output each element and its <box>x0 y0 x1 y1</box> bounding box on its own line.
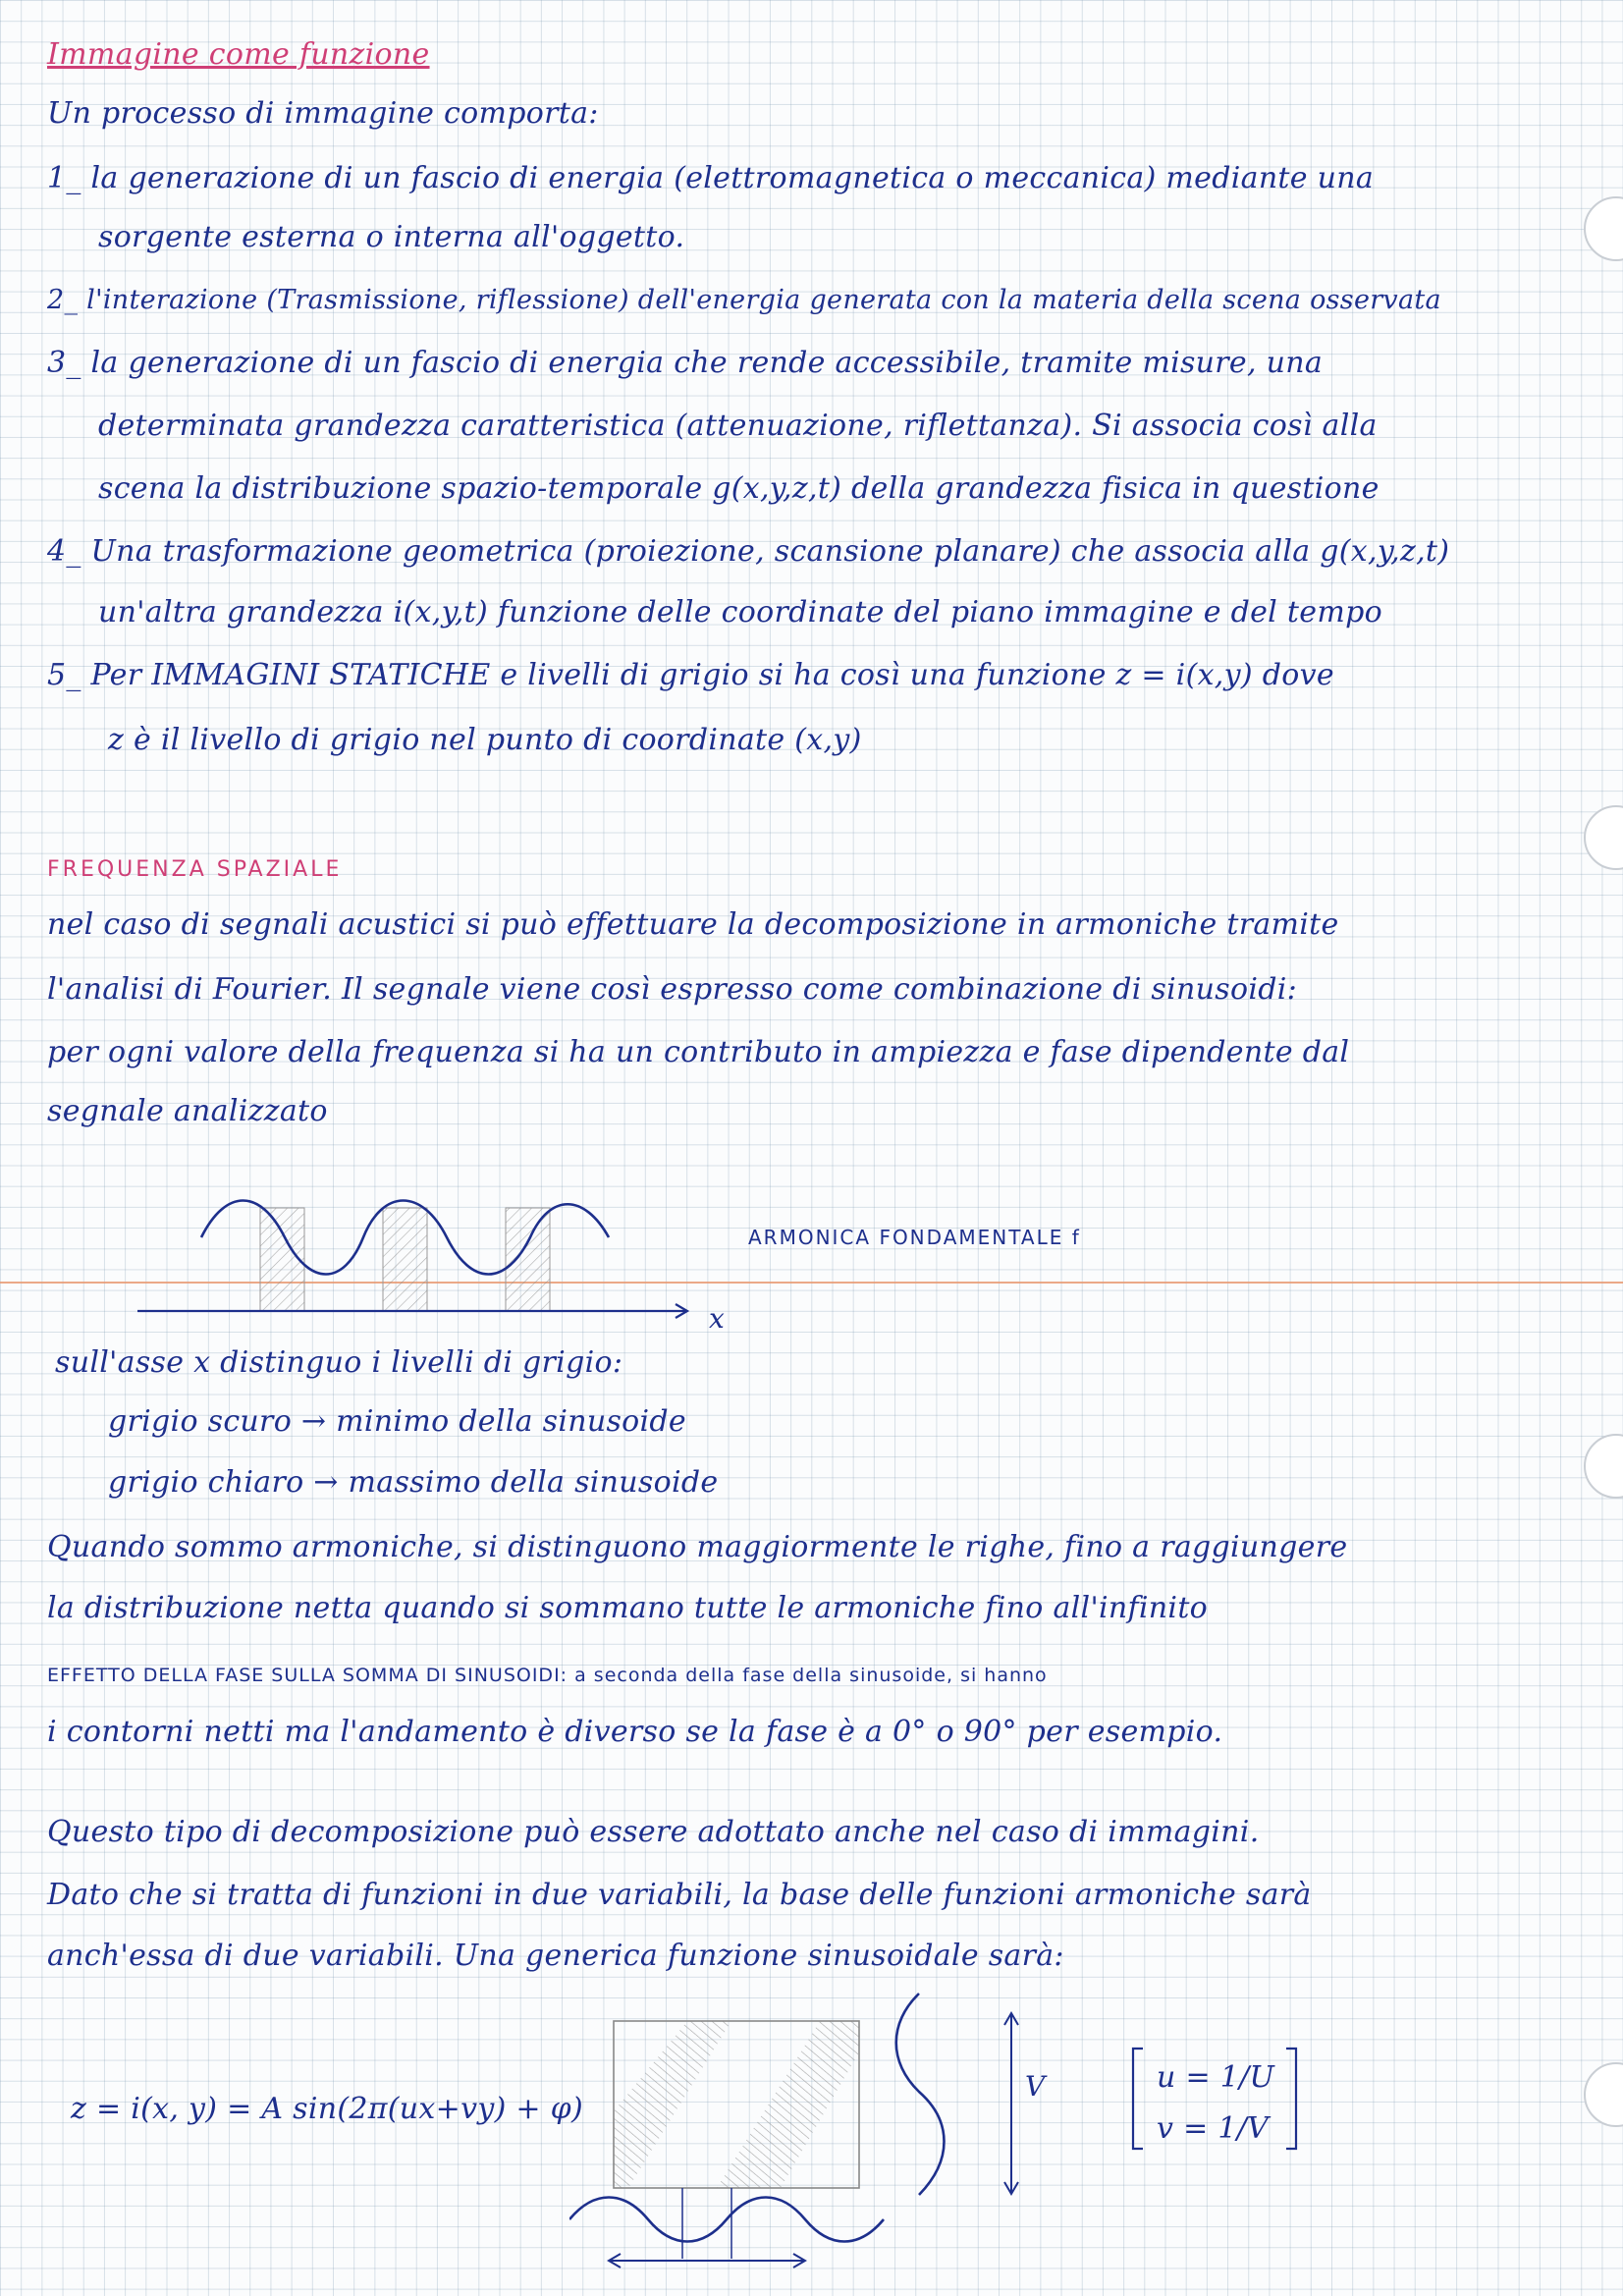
image-para-line: anch'essa di due variabili. Una generica funzione sinusoidale sarà: <box>47 1939 1064 1973</box>
image-para-line: Questo tipo di decomposizione può essere adottato anche nel caso di immagini. <box>47 1815 1260 1849</box>
step-3-cont2: scena la distribuzione spazio-temporale g(x,y,z,t) della grandezza fisica in questione <box>98 471 1380 506</box>
step-4: 4_ Una trasformazione geometrica (proiezione, scansione planare) che associa alla g(x,y,z,t) <box>47 534 1450 569</box>
gray-para-line: sull'asse x distinguo i livelli di grigio: <box>55 1345 623 1380</box>
vertical-sinusoid <box>896 1994 945 2195</box>
gray-para-line: Quando sommo armoniche, si distinguono maggiormente le righe, fino a raggiungere <box>47 1530 1348 1564</box>
2d-sinusoid-figure <box>569 1974 1041 2288</box>
step-5-cont: z è il livello di grigio nel punto di coordinate (x,y) <box>108 723 862 757</box>
fundamental-harmonic-figure <box>137 1169 746 1336</box>
page-title: Immagine come funzione <box>47 37 430 72</box>
punch-hole <box>1584 1434 1623 1499</box>
v-definition: v = 1/V <box>1157 2111 1270 2146</box>
step-2: 2_ l'interazione (Trasmissione, riflessione) dell'energia generata con la materia della scena osservata <box>47 285 1441 315</box>
step-4-cont: un'altra grandezza i(x,y,t) funzione delle coordinate del piano immagine e del tempo <box>98 595 1382 629</box>
image-para-line: Dato che si tratta di funzioni in due variabili, la base delle funzioni armoniche sarà <box>47 1878 1312 1912</box>
freq-para-line: nel caso di segnali acustici si può effettuare la decomposizione in armoniche tramite <box>47 907 1339 942</box>
step-5: 5_ Per IMMAGINI STATICHE e livelli di grigio si ha così una funzione z = i(x,y) dove <box>47 658 1334 692</box>
step-1-cont: sorgente esterna o interna all'oggetto. <box>98 220 685 254</box>
gray-para-line: i contorni netti ma l'andamento è diverso se la fase è a 0° o 90° per esempio. <box>47 1715 1223 1749</box>
gray-light-line: grigio chiaro → massimo della sinusoide <box>108 1465 719 1500</box>
punch-hole <box>1584 805 1623 870</box>
horizontal-sinusoid <box>569 2198 884 2242</box>
freq-para-line: l'analisi di Fourier. Il segnale viene così espresso come combinazione di sinusoidi: <box>47 972 1298 1007</box>
step-3: 3_ la generazione di un fascio di energia che rende accessibile, tramite misure, una <box>47 346 1324 380</box>
u-definition: u = 1/U <box>1157 2060 1275 2095</box>
sinusoid-formula: z = i(x, y) = A sin(2π(ux+vy) + φ) <box>71 2092 583 2126</box>
hatched-band <box>383 1208 427 1311</box>
freq-para-line: segnale analizzato <box>47 1094 328 1128</box>
phase-effect-line: EFFETTO DELLA FASE SULLA SOMMA DI SINUSOIDI: a seconda della fase della sinusoide, si hanno <box>47 1665 1048 1686</box>
gray-para-line: la distribuzione netta quando si sommano tutte le armoniche fino all'infinito <box>47 1591 1209 1625</box>
intro-text: Un processo di immagine comporta: <box>47 96 599 131</box>
diagonal-band <box>717 2021 859 2188</box>
punch-hole <box>1584 196 1623 261</box>
v-label: V <box>1025 2070 1048 2103</box>
section-heading: FREQUENZA SPAZIALE <box>47 857 343 882</box>
step-3-cont: determinata grandezza caratteristica (attenuazione, riflettanza). Si associa così alla <box>98 409 1378 443</box>
punch-hole <box>1584 2062 1623 2127</box>
x-axis-label: x <box>709 1302 727 1335</box>
diagonal-band <box>614 2021 731 2188</box>
step-1: 1_ la generazione di un fascio di energia (elettromagnetica o meccanica) mediante una <box>47 161 1375 195</box>
freq-para-line: per ogni valore della frequenza si ha un contributo in ampiezza e fase dipendente dal <box>47 1035 1350 1069</box>
hatched-band <box>506 1208 550 1311</box>
fundamental-label: ARMONICA FONDAMENTALE f <box>748 1226 1081 1249</box>
gray-dark-line: grigio scuro → minimo della sinusoide <box>108 1404 686 1439</box>
